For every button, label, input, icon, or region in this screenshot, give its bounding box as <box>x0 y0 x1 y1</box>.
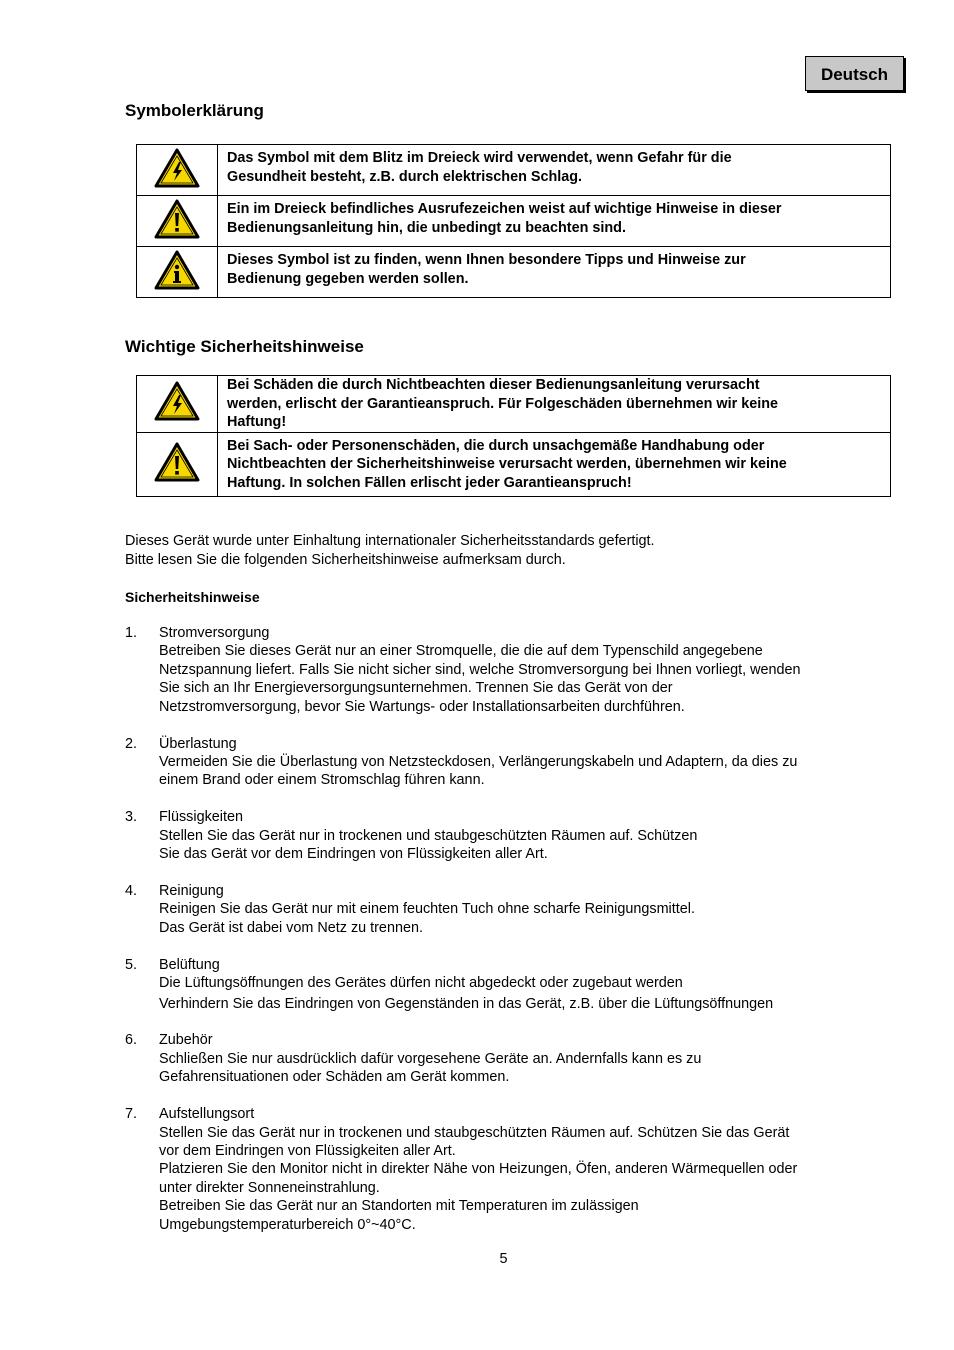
list-item: 4. Reinigung Reinigen Sie das Gerät nur mit einem feuchten Tuch ohne scharfe Reinigungsmittel. Das Gerät ist dabei vom Netz zu trennen. <box>125 882 695 936</box>
list-item: 3. Flüssigkeiten Stellen Sie das Gerät nur in trockenen und staubgeschützten Räumen auf. Schützen Sie das Gerät vor dem Eindringen von Flüssigkeiten aller Art. <box>125 809 698 863</box>
safety-table <box>136 375 891 497</box>
section-title-symbols: Symbolerklärung <box>125 101 264 120</box>
list-item: 1. Stromversorgung Betreiben Sie dieses Gerät nur an einer Stromquelle, die die auf dem Typenschild angegebene Netzspannung liefert. Falls Sie nicht sicher sind, welche Stromversorgung bei Ihnen vorliegt, wenden Sie sich an Ihr Energieversorgungsunternehmen. Trennen Sie das Gerät von der Netzstromversorgung, bevor Sie Wartungs- oder Installationsarbeiten durchführen. <box>125 625 801 715</box>
exclamation-warning-icon <box>154 442 200 482</box>
info-warning-icon <box>154 250 200 290</box>
section-title-safety: Wichtige Sicherheitshinweise <box>125 337 364 356</box>
lightning-warning-icon <box>154 148 200 188</box>
exclamation-warning-icon <box>154 199 200 239</box>
page-number: 5 <box>499 1251 508 1267</box>
list-item: 7. Aufstellungsort Stellen Sie das Gerät nur in trockenen und staubgeschützten Räumen auf. Schützen Sie das Gerät vor dem Eindringen von Flüssigkeiten aller Art. Platzieren Sie den Monitor nicht in direkter Nähe von Heizungen, Öfen, anderen Wärmequellen oder unter direkter Sonneneinstrahlung. Betreiben Sie das Gerät nur an Standorten mit Temperaturen im zulässigen Umgebungstemperaturbereich 0°~40°C. <box>125 1106 798 1233</box>
icon-cell <box>137 196 218 247</box>
list-item: 6. Zubehör Schließen Sie nur ausdrücklich dafür vorgesehene Geräte an. Andernfalls kann es zu Gefahrensituationen oder Schäden am Gerät kommen. <box>125 1032 702 1086</box>
subheading: Sicherheitshinweise <box>125 589 260 605</box>
list-item: 2. Überlastung Vermeiden Sie die Überlastung von Netzsteckdosen, Verlängerungskabeln und Adaptern, da dies zu einem Brand oder einem Stromschlag führen kann. <box>125 735 798 789</box>
intro-paragraph: Dieses Gerät wurde unter Einhaltung internationaler Sicherheitsstandards gefertigt. Bitte lesen Sie die folgenden Sicherheitshinweise aufmerksam durch. <box>125 533 655 568</box>
icon-cell <box>137 376 218 433</box>
lightning-warning-icon <box>154 381 200 421</box>
symbol-description: Dieses Symbol ist zu finden, wenn Ihnen besondere Tipps und Hinweise zur Bedienung gegeben werden sollen. <box>218 247 891 298</box>
symbol-description: Ein im Dreieck befindliches Ausrufezeichen weist auf wichtige Hinweise in dieser Bedienungsanleitung hin, die unbedingt zu beachten sind. <box>218 196 891 247</box>
table-row <box>137 247 891 298</box>
icon-cell <box>137 247 218 298</box>
table-row <box>137 196 891 247</box>
symbol-description: Das Symbol mit dem Blitz im Dreieck wird verwendet, wenn Gefahr für die Gesundheit besteht, z.B. durch elektrischen Schlag. <box>218 145 891 196</box>
table-row <box>137 432 891 496</box>
table-row <box>137 376 891 433</box>
safety-list <box>125 624 885 1252</box>
list-item: 5. Belüftung Die Lüftungsöffnungen des Gerätes dürfen nicht abgedeckt oder zugebaut werden Verhindern Sie das Eindringen von Gegenständen in das Gerät, z.B. über die Lüftungsöffnungen <box>125 956 774 1012</box>
icon-cell <box>137 432 218 496</box>
icon-cell <box>137 145 218 196</box>
language-tag: Deutsch <box>805 56 904 91</box>
safety-description: Bei Schäden die durch Nichtbeachten dieser Bedienungsanleitung verursacht werden, erlischt der Garantieanspruch. Für Folgeschäden übernehmen wir keine Haftung! <box>218 376 891 433</box>
safety-description: Bei Sach- oder Personenschäden, die durch unsachgemäße Handhabung oder Nichtbeachten der Sicherheitshinweise verursacht werden, übernehmen wir keine Haftung. In solchen Fällen erlischt jeder Garantieanspruch! <box>218 432 891 496</box>
table-row <box>137 145 891 196</box>
symbol-table <box>136 144 891 298</box>
